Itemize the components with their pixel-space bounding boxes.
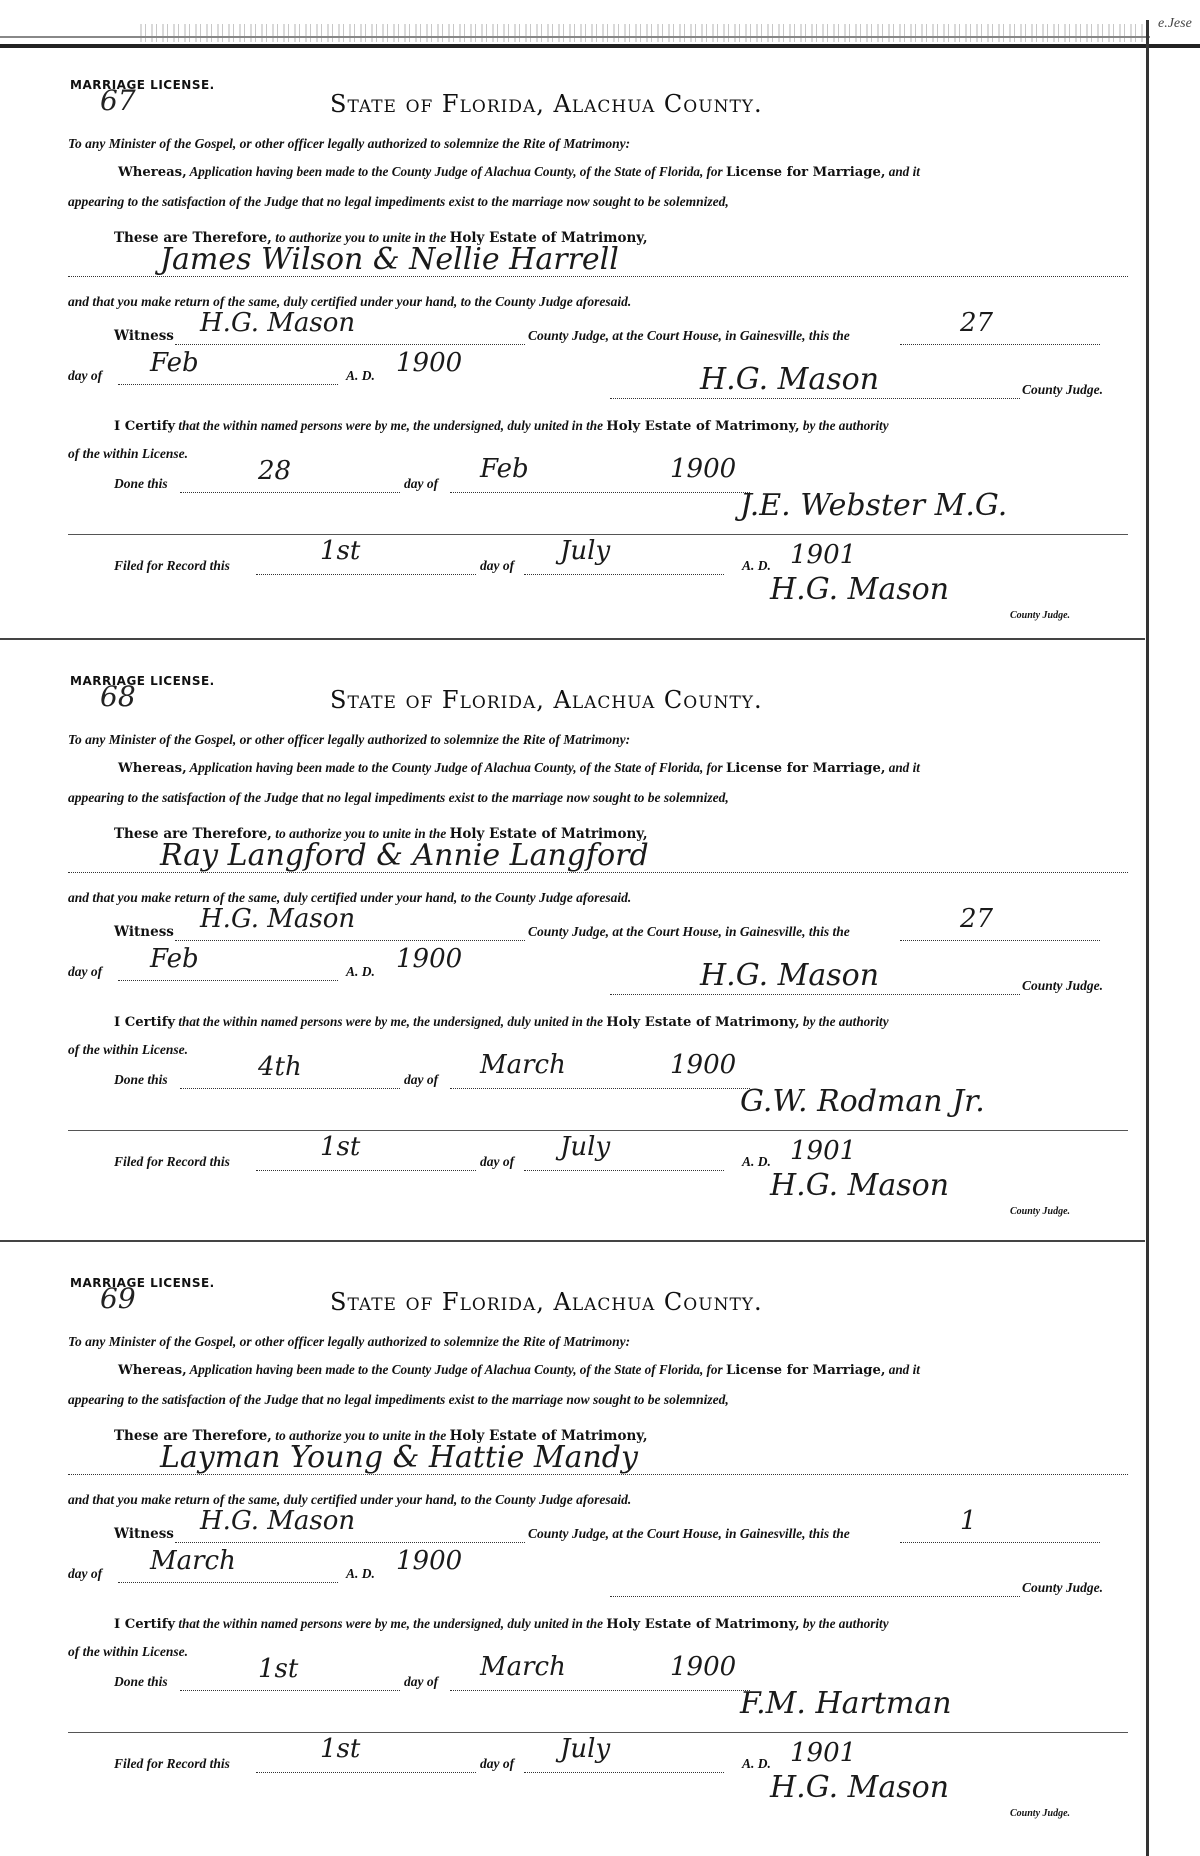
filed-day: 1st <box>320 536 361 566</box>
filed-ad-text: A. D. <box>742 1154 771 1169</box>
judge-signature: H.G. Mason <box>700 958 880 993</box>
whereas-line <box>118 1362 920 1378</box>
to-any-minister-text: To any Minister of the Gospel, or other officer legally authorized to solemnize the Rite of Matrimony: <box>68 136 631 151</box>
license-for-marriage-words: License for Marriage, <box>725 165 886 180</box>
officiant-signature: J.E. Webster M.G. <box>740 488 1008 523</box>
done-day-line <box>180 1088 400 1089</box>
witness-signature: H.G. Mason <box>200 1506 356 1536</box>
license-label: MARRIAGE LICENSE. <box>70 78 215 92</box>
scan-noise <box>140 24 1150 42</box>
license-number: 69 <box>100 1282 136 1315</box>
right-border <box>1146 20 1149 1856</box>
issue-year: 1900 <box>396 944 463 974</box>
ad-text: A. D. <box>346 1566 375 1581</box>
holy-estate-words-2: Holy Estate of Matrimony, <box>606 1015 800 1030</box>
issue-year: 1900 <box>396 348 463 378</box>
done-month: March <box>480 1652 566 1682</box>
county-judge-text: County Judge. <box>1022 382 1104 397</box>
filed-year: 1901 <box>790 1738 857 1768</box>
issue-day: 27 <box>960 904 994 934</box>
section-divider <box>0 638 1145 640</box>
filed-ad-text: A. D. <box>742 558 771 573</box>
county-judge-text: County Judge. <box>1022 978 1104 993</box>
and-it-text: and it <box>888 164 920 179</box>
witness-line <box>175 1542 525 1543</box>
top-border-thin <box>0 36 1150 38</box>
names-line <box>68 872 1128 873</box>
whereas-word: Whereas, <box>118 761 187 776</box>
certify-word: I Certify <box>114 1617 176 1632</box>
issue-year: 1900 <box>396 1546 463 1576</box>
and-it-text: and it <box>888 1362 920 1377</box>
county-judge-at-text: County Judge, at the Court House, in Gainesville, this the <box>528 924 850 939</box>
filed-day: 1st <box>320 1132 361 1162</box>
certify-line <box>114 418 889 434</box>
issue-day-line <box>900 940 1100 941</box>
judge-signature-line <box>610 994 1020 995</box>
license-number: 68 <box>100 680 136 713</box>
ad-text: A. D. <box>346 368 375 383</box>
these-are-therefore-word: These are Therefore, <box>114 826 272 842</box>
filed-month: July <box>560 536 611 566</box>
certify-line <box>114 1616 889 1632</box>
ad-text: A. D. <box>346 964 375 979</box>
certify-text: that the within named persons were by me, the undersigned, duly united in the <box>178 418 603 433</box>
issue-month: Feb <box>150 944 199 974</box>
witness-signature: H.G. Mason <box>200 308 356 338</box>
filed-day-line <box>256 574 476 575</box>
filed-divider <box>68 534 1128 535</box>
whereas-text: Application having been made to the County Judge of Alachua County, of the State of Florida, for <box>189 164 723 179</box>
filed-day-line <box>256 1170 476 1171</box>
done-month: March <box>480 1050 566 1080</box>
whereas-text: Application having been made to the County Judge of Alachua County, of the State of Florida, for <box>189 760 723 775</box>
filed-day: 1st <box>320 1734 361 1764</box>
filed-month-line <box>524 574 724 575</box>
filed-month: July <box>560 1734 611 1764</box>
done-this-text: Done this <box>114 1674 168 1689</box>
county-judge-small-text: County Judge. <box>1010 610 1071 621</box>
make-return-text: and that you make return of the same, duly certified under your hand, to the County Judge aforesaid. <box>68 294 632 309</box>
done-this-text: Done this <box>114 1072 168 1087</box>
filed-year: 1901 <box>790 1136 857 1166</box>
filed-for-record-text: Filed for Record this <box>114 558 230 573</box>
filed-month: July <box>560 1132 611 1162</box>
county-judge-small-text: County Judge. <box>1010 1808 1071 1819</box>
filed-day-of-text: day of <box>480 1154 515 1169</box>
section-divider <box>0 1240 1145 1242</box>
officiant-signature: G.W. Rodman Jr. <box>740 1084 985 1119</box>
issue-month-line <box>118 384 338 385</box>
done-year: 1900 <box>670 454 737 484</box>
whereas-line <box>118 164 920 180</box>
whereas-word: Whereas, <box>118 1363 187 1378</box>
judge-signature-line <box>610 398 1020 399</box>
appearing-text: appearing to the satisfaction of the Judge that no legal impediments exist to the marriage now sought to be solemnized, <box>68 194 729 209</box>
names-line <box>68 1474 1128 1475</box>
holy-estate-words-2: Holy Estate of Matrimony, <box>606 1617 800 1632</box>
holy-estate-words-2: Holy Estate of Matrimony, <box>606 419 800 434</box>
judge-signature-line <box>610 1596 1020 1597</box>
filed-signature: H.G. Mason <box>770 1168 950 1203</box>
filed-day-line <box>256 1772 476 1773</box>
day-of-text: day of <box>68 368 103 383</box>
done-day: 1st <box>258 1654 299 1684</box>
certify-word: I Certify <box>114 1015 176 1030</box>
filed-divider <box>68 1130 1128 1131</box>
state-title: State of Florida, Alachua County. <box>330 686 763 714</box>
day-of-text: day of <box>68 964 103 979</box>
by-authority-text: by the authority <box>802 1014 889 1029</box>
issue-month: Feb <box>150 348 199 378</box>
done-month-line <box>450 1088 750 1089</box>
done-year: 1900 <box>670 1050 737 1080</box>
and-it-text: and it <box>888 760 920 775</box>
holy-estate-words: Holy Estate of Matrimony, <box>449 826 648 842</box>
license-label: MARRIAGE LICENSE. <box>70 674 215 688</box>
license-for-marriage-words: License for Marriage, <box>725 1363 886 1378</box>
done-month-line <box>450 1690 750 1691</box>
done-day: 4th <box>258 1052 302 1082</box>
done-day-line <box>180 1690 400 1691</box>
license-section <box>0 50 1145 640</box>
issue-day-line <box>900 1542 1100 1543</box>
done-day-of-text: day of <box>404 476 439 491</box>
filed-day-of-text: day of <box>480 1756 515 1771</box>
filed-day-of-text: day of <box>480 558 515 573</box>
state-title: State of Florida, Alachua County. <box>330 1288 763 1316</box>
county-judge-text: County Judge. <box>1022 1580 1104 1595</box>
state-title: State of Florida, Alachua County. <box>330 90 763 118</box>
county-judge-at-text: County Judge, at the Court House, in Gainesville, this the <box>528 1526 850 1541</box>
issue-month-line <box>118 1582 338 1583</box>
top-border <box>0 44 1200 48</box>
witness-word: Witness <box>114 924 174 940</box>
by-authority-text: by the authority <box>802 418 889 433</box>
done-day-of-text: day of <box>404 1674 439 1689</box>
these-are-therefore-word: These are Therefore, <box>114 1428 272 1444</box>
whereas-word: Whereas, <box>118 165 187 180</box>
certify-line <box>114 1014 889 1030</box>
issue-day-line <box>900 344 1100 345</box>
officiant-signature: F.M. Hartman <box>740 1686 952 1721</box>
issue-month: March <box>150 1546 236 1576</box>
of-within-license-text: of the within License. <box>68 446 189 461</box>
whereas-text: Application having been made to the County Judge of Alachua County, of the State of Florida, for <box>189 1362 723 1377</box>
certify-word: I Certify <box>114 419 176 434</box>
make-return-text: and that you make return of the same, duly certified under your hand, to the County Judge aforesaid. <box>68 1492 632 1507</box>
filed-ad-text: A. D. <box>742 1756 771 1771</box>
filed-for-record-text: Filed for Record this <box>114 1154 230 1169</box>
filed-for-record-text: Filed for Record this <box>114 1756 230 1771</box>
filed-divider <box>68 1732 1128 1733</box>
couple-names: Ray Langford & Annie Langford <box>160 838 649 873</box>
witness-line <box>175 940 525 941</box>
done-month: Feb <box>480 454 529 484</box>
holy-estate-words: Holy Estate of Matrimony, <box>449 1428 648 1444</box>
done-day-line <box>180 492 400 493</box>
these-are-therefore-word: These are Therefore, <box>114 230 272 246</box>
to-any-minister-text: To any Minister of the Gospel, or other officer legally authorized to solemnize the Rite of Matrimony: <box>68 732 631 747</box>
corner-mark: e.Jese <box>1158 16 1192 31</box>
license-section <box>0 1248 1145 1838</box>
witness-line <box>175 344 525 345</box>
witness-word: Witness <box>114 1526 174 1542</box>
of-within-license-text: of the within License. <box>68 1644 189 1659</box>
certify-text: that the within named persons were by me, the undersigned, duly united in the <box>178 1616 603 1631</box>
filed-signature: H.G. Mason <box>770 1770 950 1805</box>
to-any-minister-text: To any Minister of the Gospel, or other officer legally authorized to solemnize the Rite of Matrimony: <box>68 1334 631 1349</box>
issue-month-line <box>118 980 338 981</box>
filed-signature: H.G. Mason <box>770 572 950 607</box>
issue-day: 27 <box>960 308 994 338</box>
filed-month-line <box>524 1772 724 1773</box>
couple-names: Layman Young & Hattie Mandy <box>160 1440 638 1475</box>
witness-signature: H.G. Mason <box>200 904 356 934</box>
by-authority-text: by the authority <box>802 1616 889 1631</box>
done-year: 1900 <box>670 1652 737 1682</box>
day-of-text: day of <box>68 1566 103 1581</box>
names-line <box>68 276 1128 277</box>
to-authorize-text: to authorize you to unite in the <box>275 230 447 245</box>
appearing-text: appearing to the satisfaction of the Judge that no legal impediments exist to the marriage now sought to be solemnized, <box>68 1392 729 1407</box>
filed-year: 1901 <box>790 540 857 570</box>
make-return-text: and that you make return of the same, duly certified under your hand, to the County Judge aforesaid. <box>68 890 632 905</box>
license-label: MARRIAGE LICENSE. <box>70 1276 215 1290</box>
holy-estate-words: Holy Estate of Matrimony, <box>449 230 648 246</box>
judge-signature: H.G. Mason <box>700 362 880 397</box>
to-authorize-text: to authorize you to unite in the <box>275 826 447 841</box>
done-month-line <box>450 492 750 493</box>
county-judge-small-text: County Judge. <box>1010 1206 1071 1217</box>
of-within-license-text: of the within License. <box>68 1042 189 1057</box>
license-for-marriage-words: License for Marriage, <box>725 761 886 776</box>
appearing-text: appearing to the satisfaction of the Judge that no legal impediments exist to the marriage now sought to be solemnized, <box>68 790 729 805</box>
witness-word: Witness <box>114 328 174 344</box>
done-day: 28 <box>258 456 292 486</box>
license-number: 67 <box>100 84 136 117</box>
certify-text: that the within named persons were by me, the undersigned, duly united in the <box>178 1014 603 1029</box>
issue-day: 1 <box>960 1506 977 1536</box>
whereas-line <box>118 760 920 776</box>
county-judge-at-text: County Judge, at the Court House, in Gainesville, this the <box>528 328 850 343</box>
done-day-of-text: day of <box>404 1072 439 1087</box>
filed-month-line <box>524 1170 724 1171</box>
license-section <box>0 646 1145 1236</box>
to-authorize-text: to authorize you to unite in the <box>275 1428 447 1443</box>
couple-names: James Wilson & Nellie Harrell <box>160 242 619 277</box>
done-this-text: Done this <box>114 476 168 491</box>
